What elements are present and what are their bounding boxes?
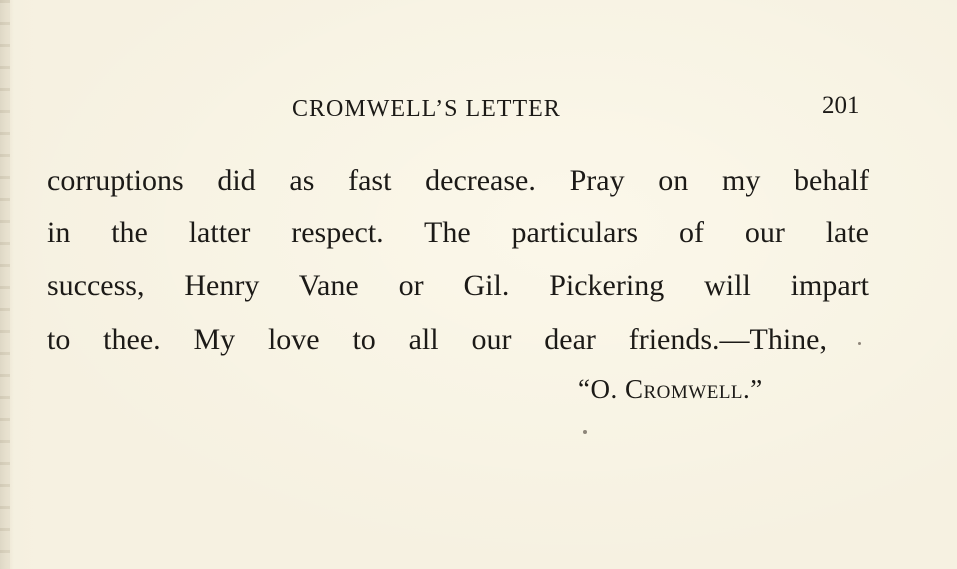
page-binding-edge: [0, 0, 10, 569]
paper-speck: [583, 430, 587, 434]
body-text-line: success, Henry Vane or Gil. Pickering will impart: [47, 269, 869, 302]
running-header-title: CROMWELL’S LETTER: [292, 96, 561, 122]
body-text-line: in the latter respect. The particulars of our late: [47, 216, 869, 249]
letter-signature: “O. Cromwell.”: [578, 374, 763, 404]
body-text-line: corruptions did as fast decrease. Pray on my behalf: [47, 164, 869, 197]
body-text-line: to thee. My love to all our dear friends.—Thine,: [47, 323, 827, 356]
paper-speck: [858, 342, 861, 345]
page-number: 201: [822, 92, 860, 119]
